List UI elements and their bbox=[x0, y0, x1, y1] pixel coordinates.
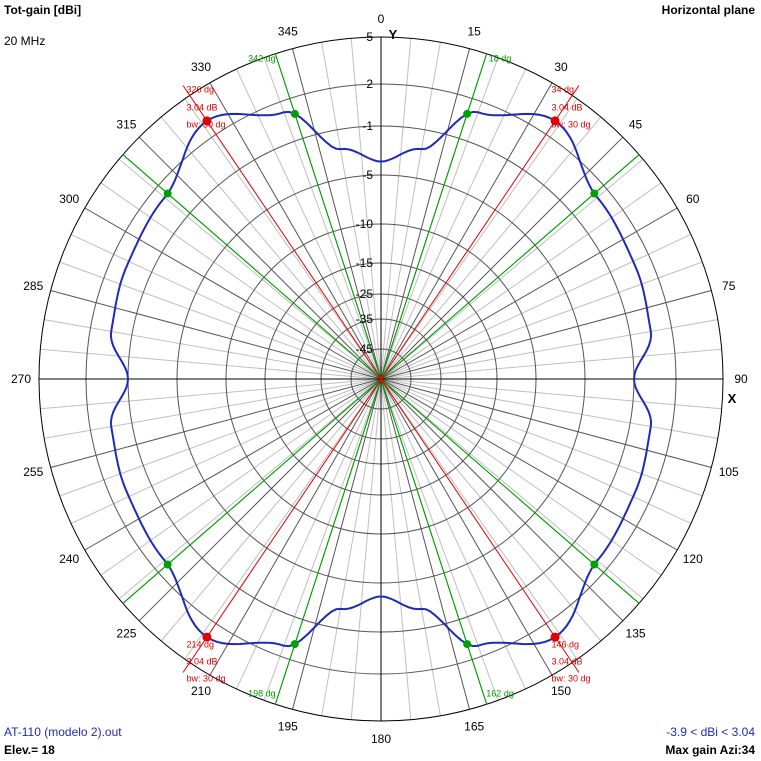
major-spoke bbox=[381, 379, 470, 709]
radial-tick-label: -45 bbox=[355, 342, 373, 356]
minor-spoke bbox=[381, 38, 411, 379]
radial-tick-label: -25 bbox=[355, 287, 373, 301]
minor-spoke bbox=[381, 262, 702, 379]
radial-tick-label: 5 bbox=[366, 30, 373, 44]
max-gain-label: Max gain Azi:34 bbox=[665, 743, 755, 757]
green-marker-dot bbox=[463, 640, 471, 648]
azimuth-tick-label: 0 bbox=[377, 12, 385, 26]
azimuth-tick-label: 330 bbox=[190, 60, 212, 75]
azimuth-tick-label: 240 bbox=[59, 552, 80, 566]
minor-spoke bbox=[71, 234, 381, 379]
radial-tick-label: -5 bbox=[362, 168, 373, 182]
azimuth-tick-label: 255 bbox=[23, 465, 44, 480]
minor-spoke bbox=[381, 379, 702, 496]
green-marker-dot bbox=[291, 640, 299, 648]
azimuth-tick-label: 210 bbox=[190, 683, 212, 698]
minor-spoke bbox=[381, 349, 722, 379]
azimuth-tick-label: 285 bbox=[23, 278, 44, 293]
azimuth-tick-label: 90 bbox=[734, 372, 748, 386]
radial-tick-label: -35 bbox=[355, 312, 373, 326]
green-marker-dot bbox=[590, 560, 598, 568]
azimuth-tick-label: 300 bbox=[59, 192, 80, 206]
plane-title: Horizontal plane bbox=[661, 3, 755, 17]
azimuth-tick-label: 45 bbox=[628, 117, 643, 132]
azimuth-tick-label: 120 bbox=[682, 552, 703, 566]
red-marker-label: 3.04 dB bbox=[186, 102, 218, 113]
azimuth-tick-label: 75 bbox=[722, 278, 736, 293]
major-spoke bbox=[51, 290, 381, 379]
green-marker-dot bbox=[164, 560, 172, 568]
azimuth-tick-label: 195 bbox=[277, 719, 298, 734]
azimuth-tick-label: 345 bbox=[277, 24, 298, 39]
red-marker-label: bw: 30 dg bbox=[551, 119, 591, 130]
major-spoke bbox=[381, 290, 711, 379]
red-marker-label: 3.04 dB bbox=[551, 656, 583, 667]
radial-tick-label: -15 bbox=[355, 256, 373, 270]
minor-spoke bbox=[381, 379, 691, 524]
azimuth-tick-label: 270 bbox=[10, 372, 32, 386]
azimuth-tick-label: 30 bbox=[554, 60, 568, 75]
minor-spoke bbox=[40, 379, 381, 409]
green-marker-dot bbox=[291, 110, 299, 118]
major-spoke bbox=[381, 49, 470, 379]
y-axis-label: Y bbox=[388, 27, 398, 42]
red-marker-label: 3.04 dB bbox=[186, 656, 218, 667]
radial-tick-label: -10 bbox=[355, 217, 373, 231]
green-marker-label: 18 dg bbox=[488, 53, 512, 64]
azimuth-tick-label: 165 bbox=[464, 719, 485, 734]
green-marker-dot bbox=[463, 110, 471, 118]
x-axis-label: X bbox=[727, 391, 737, 406]
minor-spoke bbox=[60, 379, 381, 496]
azimuth-tick-label: 315 bbox=[116, 117, 137, 132]
radial-tick-label: -1 bbox=[362, 119, 373, 133]
green-marker-dot bbox=[164, 190, 172, 198]
chart-title: Tot-gain [dBi] bbox=[4, 3, 82, 17]
minor-spoke bbox=[381, 379, 498, 700]
red-marker-label: 3.04 dB bbox=[551, 102, 583, 113]
minor-spoke bbox=[381, 379, 722, 409]
red-marker-label: 214 dg bbox=[186, 639, 215, 650]
green-marker-label: 342 dg bbox=[248, 53, 276, 64]
green-marker-label: 162 dg bbox=[486, 688, 514, 699]
elevation-label: Elev.= 18 bbox=[4, 743, 55, 757]
major-spoke bbox=[381, 379, 711, 468]
major-spoke bbox=[292, 49, 381, 379]
azimuth-tick-label: 15 bbox=[467, 24, 481, 39]
minor-spoke bbox=[381, 234, 691, 379]
minor-spoke bbox=[381, 58, 498, 379]
green-marker-label: 198 dg bbox=[248, 688, 276, 699]
minor-spoke bbox=[71, 379, 381, 524]
red-marker-label: 34 dg bbox=[551, 84, 574, 95]
green-marker-dot bbox=[590, 190, 598, 198]
red-marker-label: bw: 30 dg bbox=[551, 673, 591, 684]
azimuth-tick-label: 150 bbox=[550, 683, 572, 698]
red-marker-label: 326 dg bbox=[186, 84, 215, 95]
minor-spoke bbox=[264, 379, 381, 700]
azimuth-tick-label: 105 bbox=[718, 465, 739, 480]
file-name-label: AT-110 (modelo 2).out bbox=[4, 725, 122, 739]
frequency-label: 20 MHz bbox=[4, 34, 46, 48]
radial-tick-label: 2 bbox=[366, 77, 373, 91]
azimuth-tick-label: 180 bbox=[370, 732, 392, 746]
azimuth-tick-label: 60 bbox=[686, 192, 700, 206]
minor-spoke bbox=[351, 379, 381, 720]
minor-spoke bbox=[40, 349, 381, 379]
azimuth-tick-label: 225 bbox=[116, 626, 137, 641]
azimuth-tick-label: 135 bbox=[625, 626, 646, 641]
red-marker-label: 146 dg bbox=[551, 639, 579, 650]
red-marker-label: bw: 30 dg bbox=[186, 673, 226, 684]
major-spoke bbox=[292, 379, 381, 709]
gain-range-label: -3.9 < dBi < 3.04 bbox=[666, 725, 755, 739]
major-spoke bbox=[51, 379, 381, 468]
minor-spoke bbox=[381, 379, 411, 720]
minor-spoke bbox=[60, 262, 381, 379]
red-marker-label: bw: 30 dg bbox=[186, 119, 226, 130]
